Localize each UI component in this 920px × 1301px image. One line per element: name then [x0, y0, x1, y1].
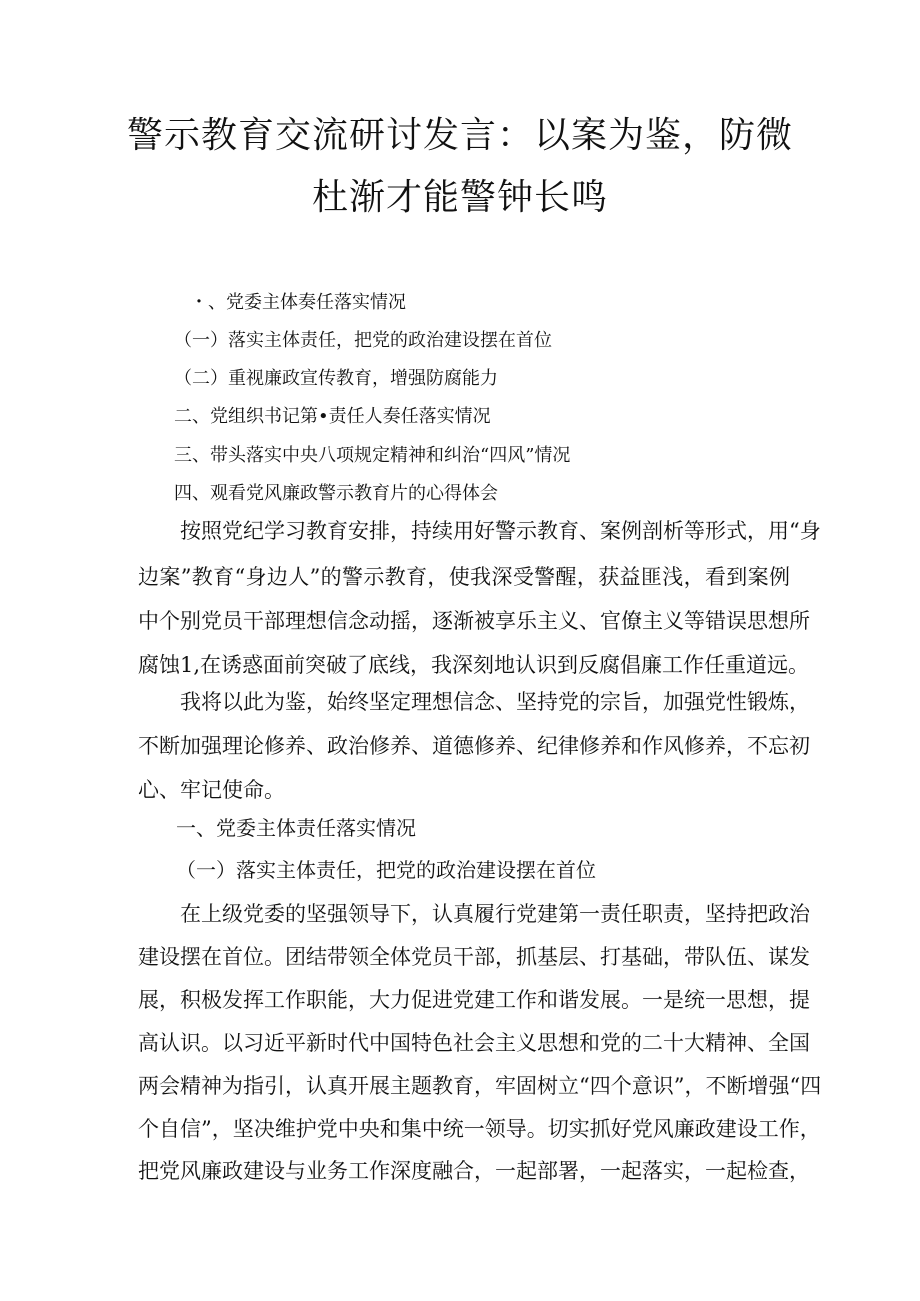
paragraph-line: 边案”教育“身边人”的警示教育，使我深受警醒，获益匪浅，看到案例 — [138, 565, 790, 589]
paragraph-line: 中个别党员干部理想信念动摇，逐渐被享乐主义、官僚主义等错误思想所 — [138, 609, 810, 633]
paragraph-line: 展，积极发挥工作职能，大力促进党建工作和谐发展。一是统一思想，提 — [138, 988, 810, 1012]
toc-item: （二）重视廉政宣传教育，增强防腐能力 — [174, 368, 498, 389]
paragraph-line: 把党风廉政建设与业务工作深度融合，一起部署，一起落实，一起检查， — [138, 1159, 810, 1183]
paragraph-line: 我将以此为鉴，始终坚定理想信念、坚持党的宗旨，加强党性锻炼， — [180, 690, 810, 714]
toc-item: 四、观看党风廉政警示教育片的心得体会 — [174, 483, 498, 504]
paragraph-line: 按照党纪学习教育安排，持续用好警示教育、案例剖析等形式，用“身 — [180, 519, 821, 543]
toc-item: 二、党组织书记第•责任人奏任落实情况 — [174, 406, 491, 427]
document-title-line-1: 警示教育交流研讨发言：以案为鉴，防微 — [126, 115, 793, 156]
toc-item: ・、党委主体奏任落实情况 — [190, 292, 406, 313]
paragraph-line: 个自信”，坚决维护党中央和集中统一领导。切实抓好党风廉政建设工作， — [138, 1117, 821, 1141]
paragraph-line: 不断加强理论修养、政治修养、道德修养、纪律修养和作风修养，不忘初 — [138, 734, 810, 758]
section-heading: 一、党委主体责任落实情况 — [176, 816, 416, 840]
toc-item: （一）落实主体责任，把党的政治建设摆在首位 — [174, 330, 552, 351]
paragraph-line: 腐蚀1,在诱惑面前突破了底线，我深刻地认识到反腐倡廉工作任重道远。 — [138, 653, 810, 677]
subsection-heading: （一）落实主体责任，把党的政治建设摆在首位 — [176, 858, 596, 882]
toc-item: 三、带头落实中央八项规定精神和纠治“四风”情况 — [174, 445, 571, 466]
paragraph-line: 建设摆在首位。团结带领全体党员干部，抓基层、打基础，带队伍、谋发 — [138, 945, 810, 969]
paragraph-line: 高认识。以习近平新时代中国特色社会主义思想和党的二十大精神、全国 — [138, 1031, 810, 1055]
document-title-line-2: 杜渐才能警钟长鸣 — [311, 177, 608, 218]
paragraph-line: 两会精神为指引，认真开展主题教育，牢固树立“四个意识”，不断增强“四 — [138, 1074, 822, 1098]
paragraph-line: 心、牢记使命。 — [138, 778, 285, 802]
paragraph-line: 在上级党委的坚强领导下，认真履行党建第一责任职责，坚持把政治 — [180, 902, 810, 926]
